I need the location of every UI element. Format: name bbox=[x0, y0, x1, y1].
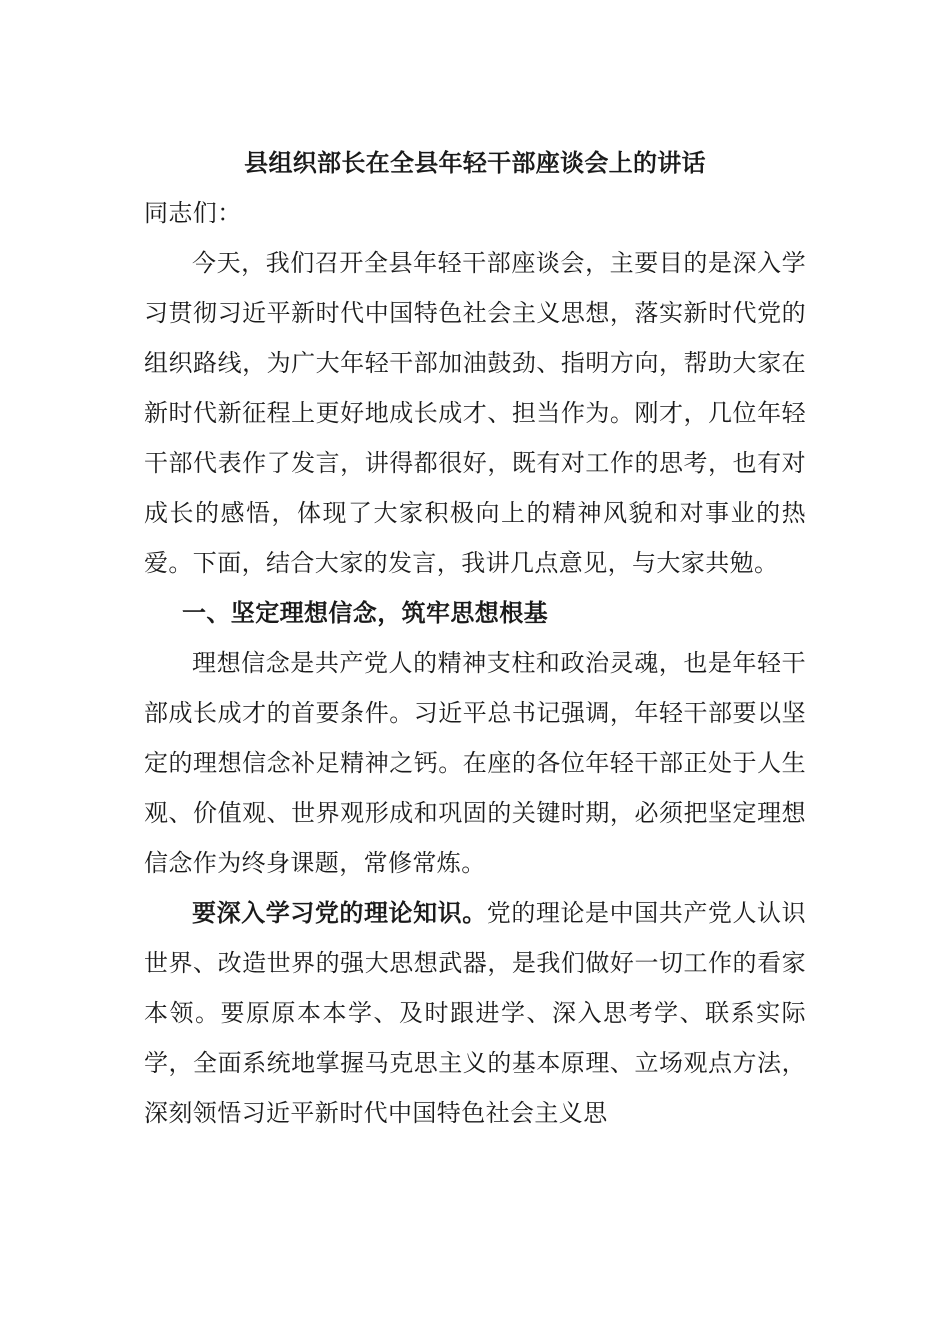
opening-paragraph: 今天，我们召开全县年轻干部座谈会，主要目的是深入学习贯彻习近平新时代中国特色社会主义思想，落实新时代党的组织路线，为广大年轻干部加油鼓劲、指明方向，帮助大家在新时代新征程上更好地成长成才、担当作为。刚才，几位年轻干部代表作了发言，讲得都很好，既有对工作的思考，也有对成长的感悟，体现了大家积极向上的精神风貌和对事业的热爱。下面，结合大家的发言，我讲几点意见，与大家共勉。 bbox=[144, 249, 806, 577]
salutation: 同志们： bbox=[144, 199, 242, 227]
point1-body: 党的理论是中国共产党人认识世界、改造世界的强大思想武器，是我们做好一切工作的看家本领。要原原本本学、及时跟进学、深入思考学、联系实际学，全面系统地掌握马克思主义的基本原理、立场观点方法，深刻领悟习近平新时代中国特色社会主义思 bbox=[144, 899, 806, 1127]
section1-point1-paragraph bbox=[144, 888, 806, 1138]
point1-lead: 要深入学习党的理论知识。 bbox=[192, 899, 487, 927]
document-body bbox=[144, 138, 806, 1138]
section1-intro-paragraph: 理想信念是共产党人的精神支柱和政治灵魂，也是年轻干部成长成才的首要条件。习近平总书记强调，年轻干部要以坚定的理想信念补足精神之钙。在座的各位年轻干部正处于人生观、价值观、世界观形成和巩固的关键时期，必须把坚定理想信念作为终身课题，常修常炼。 bbox=[144, 649, 806, 877]
document-title: 县组织部长在全县年轻干部座谈会上的讲话 bbox=[244, 149, 706, 177]
section-heading-1: 一、坚定理想信念，筑牢思想根基 bbox=[182, 599, 548, 627]
